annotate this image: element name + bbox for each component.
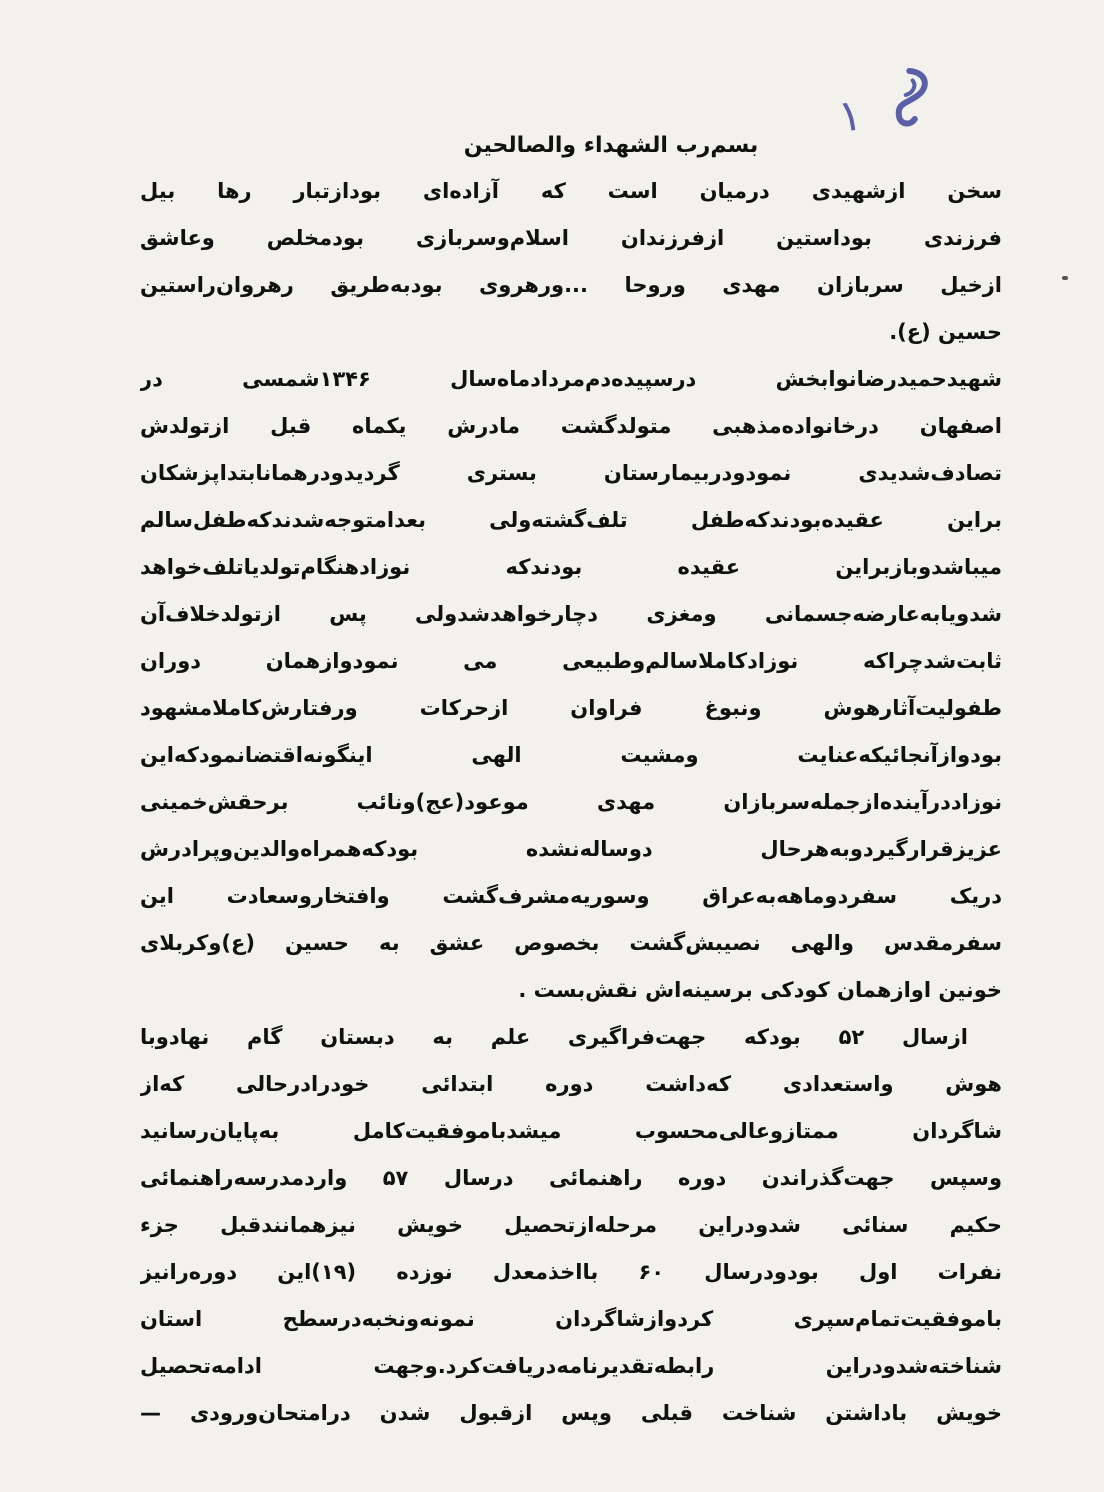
text-line: نوزاددرآینده‌ازجمله‌سربازان مهدی موعود(عج)ونائب برحقش‌خمینی <box>140 790 1002 814</box>
page-number: ۱ <box>834 89 866 144</box>
text-line: براین عقیده‌بودندکه‌طفل تلف‌گشته‌ولی بعدامتوجه‌شدندکه‌طفل‌سالم <box>140 508 1002 532</box>
text-line: حکیم سنائی شدودراین مرحله‌ازتحصیل خویش نیزهمانندقبل جزء <box>140 1213 1002 1237</box>
text-line: باموفقیت‌تمام‌سپری کردوازشاگردان نمونه‌ونخبه‌درسطح استان <box>140 1307 1002 1331</box>
text-line: ثابت‌شدچراکه نوزادکاملاسالم‌وطبیعی می نمودوازهمان دوران <box>140 649 1002 673</box>
margin-dot <box>1062 276 1068 280</box>
text-line: سخن ازشهیدی درمیان است که آزاده‌ای بودازتبار رها بیل <box>140 179 1002 203</box>
text-line: شدویابه‌عارضه‌جسمانی ومغزی دچارخواهدشدولی پس ازتولدخلاف‌آن <box>140 602 1002 626</box>
text-line: شهیدحمیدرضانوابخش درسپیده‌دم‌مردادماه‌سال ۱۳۴۶شمسی در <box>140 367 1002 391</box>
document-body <box>140 124 1002 1437</box>
text-line: شاگردان ممتازوعالی‌محسوب میشدباموفقیت‌کامل به‌پایان‌رسانید <box>140 1119 1002 1143</box>
text-line: اصفهان درخانواده‌مذهبی متولدگشت مادرش یکماه قبل ازتولدش <box>140 414 1002 438</box>
text-line: ازسال ۵۲ بودکه جهت‌فراگیری علم به دبستان گام نهادوبا <box>140 1025 969 1049</box>
text-line: شناخته‌شدودراین رابطه‌تقدیرنامه‌دریافت‌کرد.وجهت ادامه‌تحصیل <box>140 1354 1002 1378</box>
text-line: فرزندی بوداستین ازفرزندان اسلام‌وسربازی بودمخلص وعاشق <box>140 226 1002 250</box>
text-line: طفولیت‌آثارهوش ونبوغ فراوان ازحرکات ورفتارش‌کاملامشهود <box>140 696 1002 720</box>
paragraph-2 <box>140 356 1002 1014</box>
text-line: میباشدوبازبراین عقیده بودندکه نوزادهنگام‌تولدیاتلف‌خواهد <box>140 555 1002 579</box>
paragraph-1 <box>140 168 1002 356</box>
text-line: خویش باداشتن شناخت قبلی وپس ازقبول شدن درامتحان‌ورودی — <box>140 1401 1002 1425</box>
text-line: تصادف‌شدیدی نمودودربیمارستان بستری گردیدودرهمانابتداپزشکان <box>140 461 1002 485</box>
text-line: بودوازآنجائیکه‌عنایت ومشیت الهی اینگونه‌اقتضانمودکه‌این <box>140 743 1002 767</box>
text-line: حسین (ع). <box>889 320 1002 344</box>
text-line: خونین اوازهمان کودکی برسینه‌اش نقش‌بست . <box>518 978 1002 1002</box>
text-line: دریک سفردوماهه‌به‌عراق وسوریه‌مشرف‌گشت وافتخاروسعادت این <box>140 884 1002 908</box>
text-line: هوش واستعدادی که‌داشت دوره ابتدائی خودرادرحالی که‌از <box>140 1072 1002 1096</box>
text-line: عزیزقرارگیردوبه‌هرحال دوساله‌نشده بودکه‌همراه‌والدین‌وپرادرش <box>140 837 1002 861</box>
paragraph-3 <box>140 1014 1002 1437</box>
text-line: سفرمقدس والهی نصیبش‌گشت بخصوص عشق به حسین (ع)وکربلای <box>140 931 1002 955</box>
text-line: نفرات اول بودودرسال ۶۰ بااخذمعدل نوزده (۱۹)این دوره‌رانیز <box>140 1260 1002 1284</box>
text-line: ازخیل سربازان مهدی وروحا ...ورهروی بودبه‌طریق رهروان‌راستین <box>140 273 1002 297</box>
document-heading: بسم‌رب الشهداء والصالحین <box>463 133 759 158</box>
text-line: وسپس جهت‌گذراندن دوره راهنمائی درسال ۵۷ واردمدرسه‌راهنمائی <box>140 1166 1002 1190</box>
